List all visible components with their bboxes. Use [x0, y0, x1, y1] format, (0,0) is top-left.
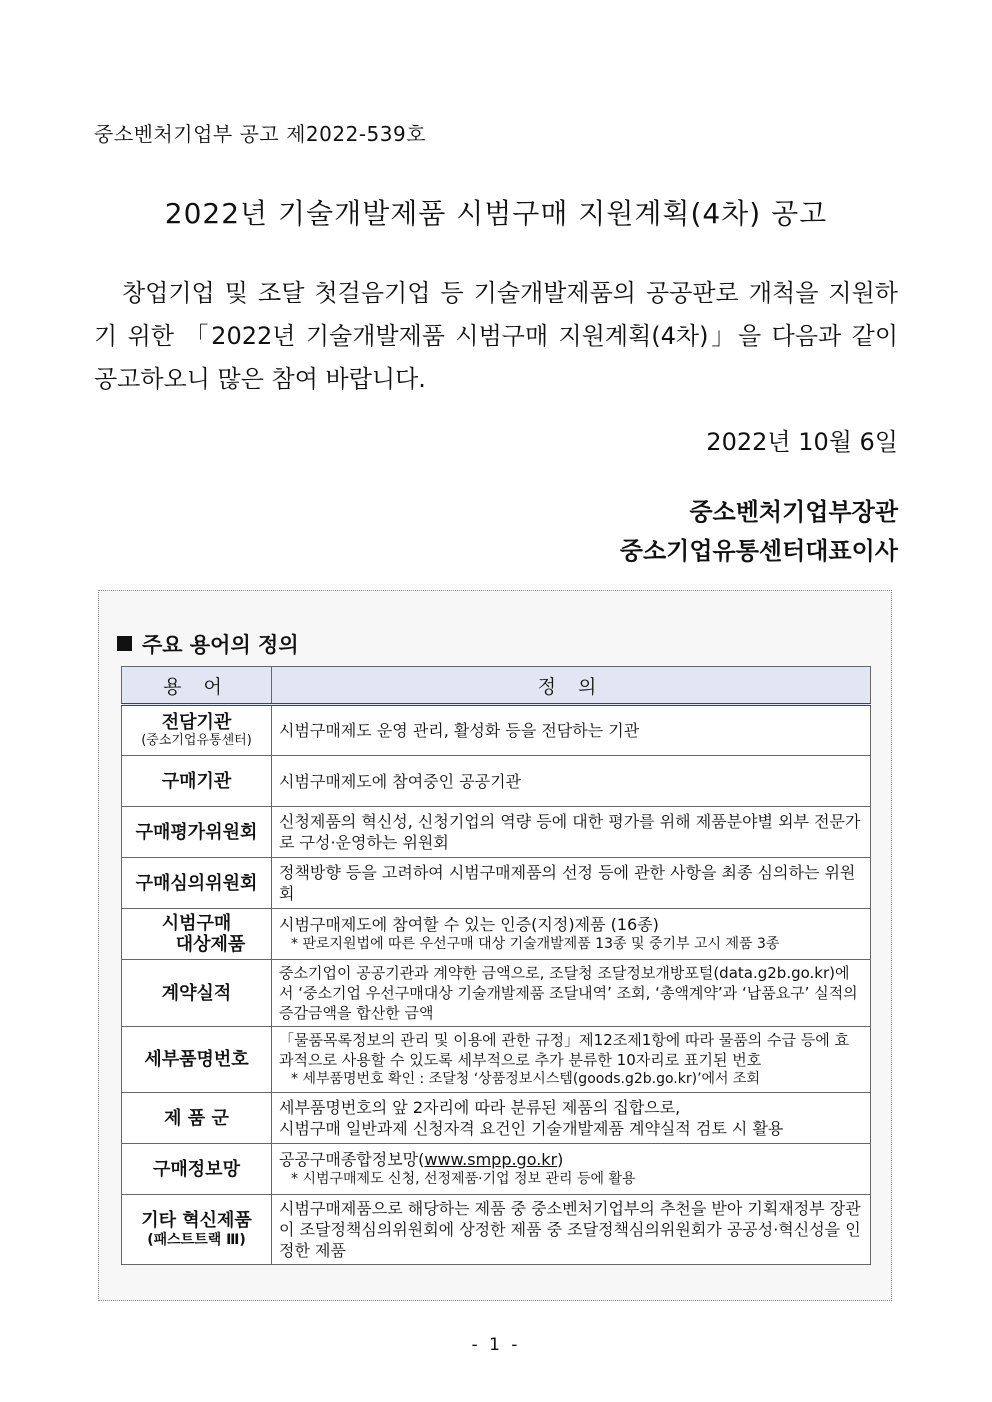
definition-cell: 신청제품의 혁신성, 신청기업의 역량 등에 대한 평가를 위해 제품분야별 외부 전문가로 구성·운영하는 위원회	[272, 807, 871, 858]
term-cell: 구매기관	[122, 756, 272, 807]
table-row	[122, 1027, 871, 1093]
table-row	[122, 705, 871, 756]
term-text: 시범구매	[161, 913, 232, 934]
term-cell	[122, 705, 272, 756]
term-cell: 구매평가위원회	[122, 807, 272, 858]
term-cell	[122, 909, 272, 960]
document-title: 2022년 기술개발제품 시범구매 지원계획(4차) 공고	[164, 197, 828, 230]
term-text-line2: 대상제품	[175, 934, 246, 955]
definitions-table	[121, 666, 871, 1265]
definition-suffix: )	[557, 1150, 564, 1169]
term-cell: 세부품명번호	[122, 1027, 272, 1093]
definition-cell: 정책방향 등을 고려하여 시범구매제품의 선정 등에 관한 사항을 최종 심의하는 위원회	[272, 858, 871, 909]
definition-note: * 판로지원법에 따른 우선구매 대상 기술개발제품 13종 및 중기부 고시 제품 3종	[291, 936, 780, 952]
term-cell: 제 품 군	[122, 1093, 272, 1144]
term-cell: 구매정보망	[122, 1144, 272, 1195]
table-row	[122, 909, 871, 960]
term-subtext: (중소기업유통센터)	[141, 733, 252, 748]
term-cell	[122, 1195, 272, 1265]
definition-note: * 세부품명번호 확인 : 조달청 ‘상품정보시스템(goods.g2b.go.kr)’에서 조회	[291, 1071, 761, 1087]
issuer-ceo: 중소기업유통센터대표이사	[619, 537, 898, 565]
square-bullet-icon	[117, 636, 132, 651]
table-row	[122, 960, 871, 1027]
definition-text: 세부품명번호의 앞 2자리에 따라 분류된 제품의 집합으로,	[279, 1098, 681, 1117]
page-number: - 1 -	[471, 1335, 521, 1355]
term-subtext: (패스트트랙 Ⅲ)	[147, 1232, 246, 1248]
table-row	[122, 1195, 871, 1265]
header-term: 용 어	[122, 667, 272, 705]
definition-text: 시범구매제도에 참여할 수 있는 인증(지정)제품 (16종)	[279, 915, 659, 934]
table-row	[122, 1144, 871, 1195]
definition-cell: 시범구매제품으로 해당하는 제품 중 중소벤처기업부의 추천을 받아 기획재정부 장관이 조달정책심의위원회에 상정한 제품 중 조달정책심의위원회가 공공성·혁신성을 인정한 제품	[272, 1195, 871, 1265]
definition-cell	[272, 909, 871, 960]
definition-text-line2: 시범구매 일반과제 신청자격 요건인 기술개발제품 계약실적 검토 시 활용	[279, 1119, 784, 1138]
definitions-heading	[117, 629, 299, 659]
smpp-link[interactable]: www.smpp.go.kr	[424, 1150, 558, 1169]
notice-number: 중소벤처기업부 공고 제2022-539호	[94, 122, 427, 146]
definition-note: * 시범구매제도 신청, 선정제품·기업 정보 관리 등에 활용	[291, 1171, 636, 1187]
table-row	[122, 807, 871, 858]
definition-cell	[272, 1144, 871, 1195]
intro-paragraph: 창업기업 및 조달 첫걸음기업 등 기술개발제품의 공공판로 개척을 지원하기 위한 「2022년 기술개발제품 시범구매 지원계획(4차)」을 다음과 같이 공고하오니 많은 참여 바랍니다.	[94, 279, 898, 393]
definition-cell: 시범구매제도에 참여중인 공공기관	[272, 756, 871, 807]
definitions-box	[98, 590, 892, 1301]
definition-cell	[272, 1027, 871, 1093]
term-cell: 계약실적	[122, 960, 272, 1027]
term-text: 기타 혁신제품	[141, 1210, 252, 1231]
definition-text: 「물품목록정보의 관리 및 이용에 관한 규정」제12조제1항에 따라 물품의 수급 등에 효과적으로 사용할 수 있도록 세부적으로 추가 분류한 10자리로 표기된 번호	[279, 1031, 849, 1069]
definition-cell	[272, 1093, 871, 1144]
term-text: 전담기관	[161, 712, 232, 733]
table-row	[122, 1093, 871, 1144]
issuer-minister: 중소벤처기업부장관	[689, 498, 898, 526]
definition-cell: 시범구매제도 운영 관리, 활성화 등을 전담하는 기관	[272, 705, 871, 756]
table-row	[122, 756, 871, 807]
header-definition: 정 의	[272, 667, 871, 705]
definition-text	[279, 1149, 863, 1170]
table-row	[122, 858, 871, 909]
term-cell: 구매심의위원회	[122, 858, 272, 909]
definition-cell: 중소기업이 공공기관과 계약한 금액으로, 조달청 조달정보개방포털(data.g2b.go.kr)에서 ‘중소기업 우선구매대상 기술개발제품 조달내역’ 조회, ‘총액계약’과 ‘납품요구’ 실적의 증감금액을 합산한 금액	[272, 960, 871, 1027]
definition-prefix: 공공구매종합정보망(	[279, 1150, 425, 1169]
announcement-date: 2022년 10월 6일	[706, 428, 898, 456]
definitions-heading-text: 주요 용어의 정의	[142, 633, 299, 657]
